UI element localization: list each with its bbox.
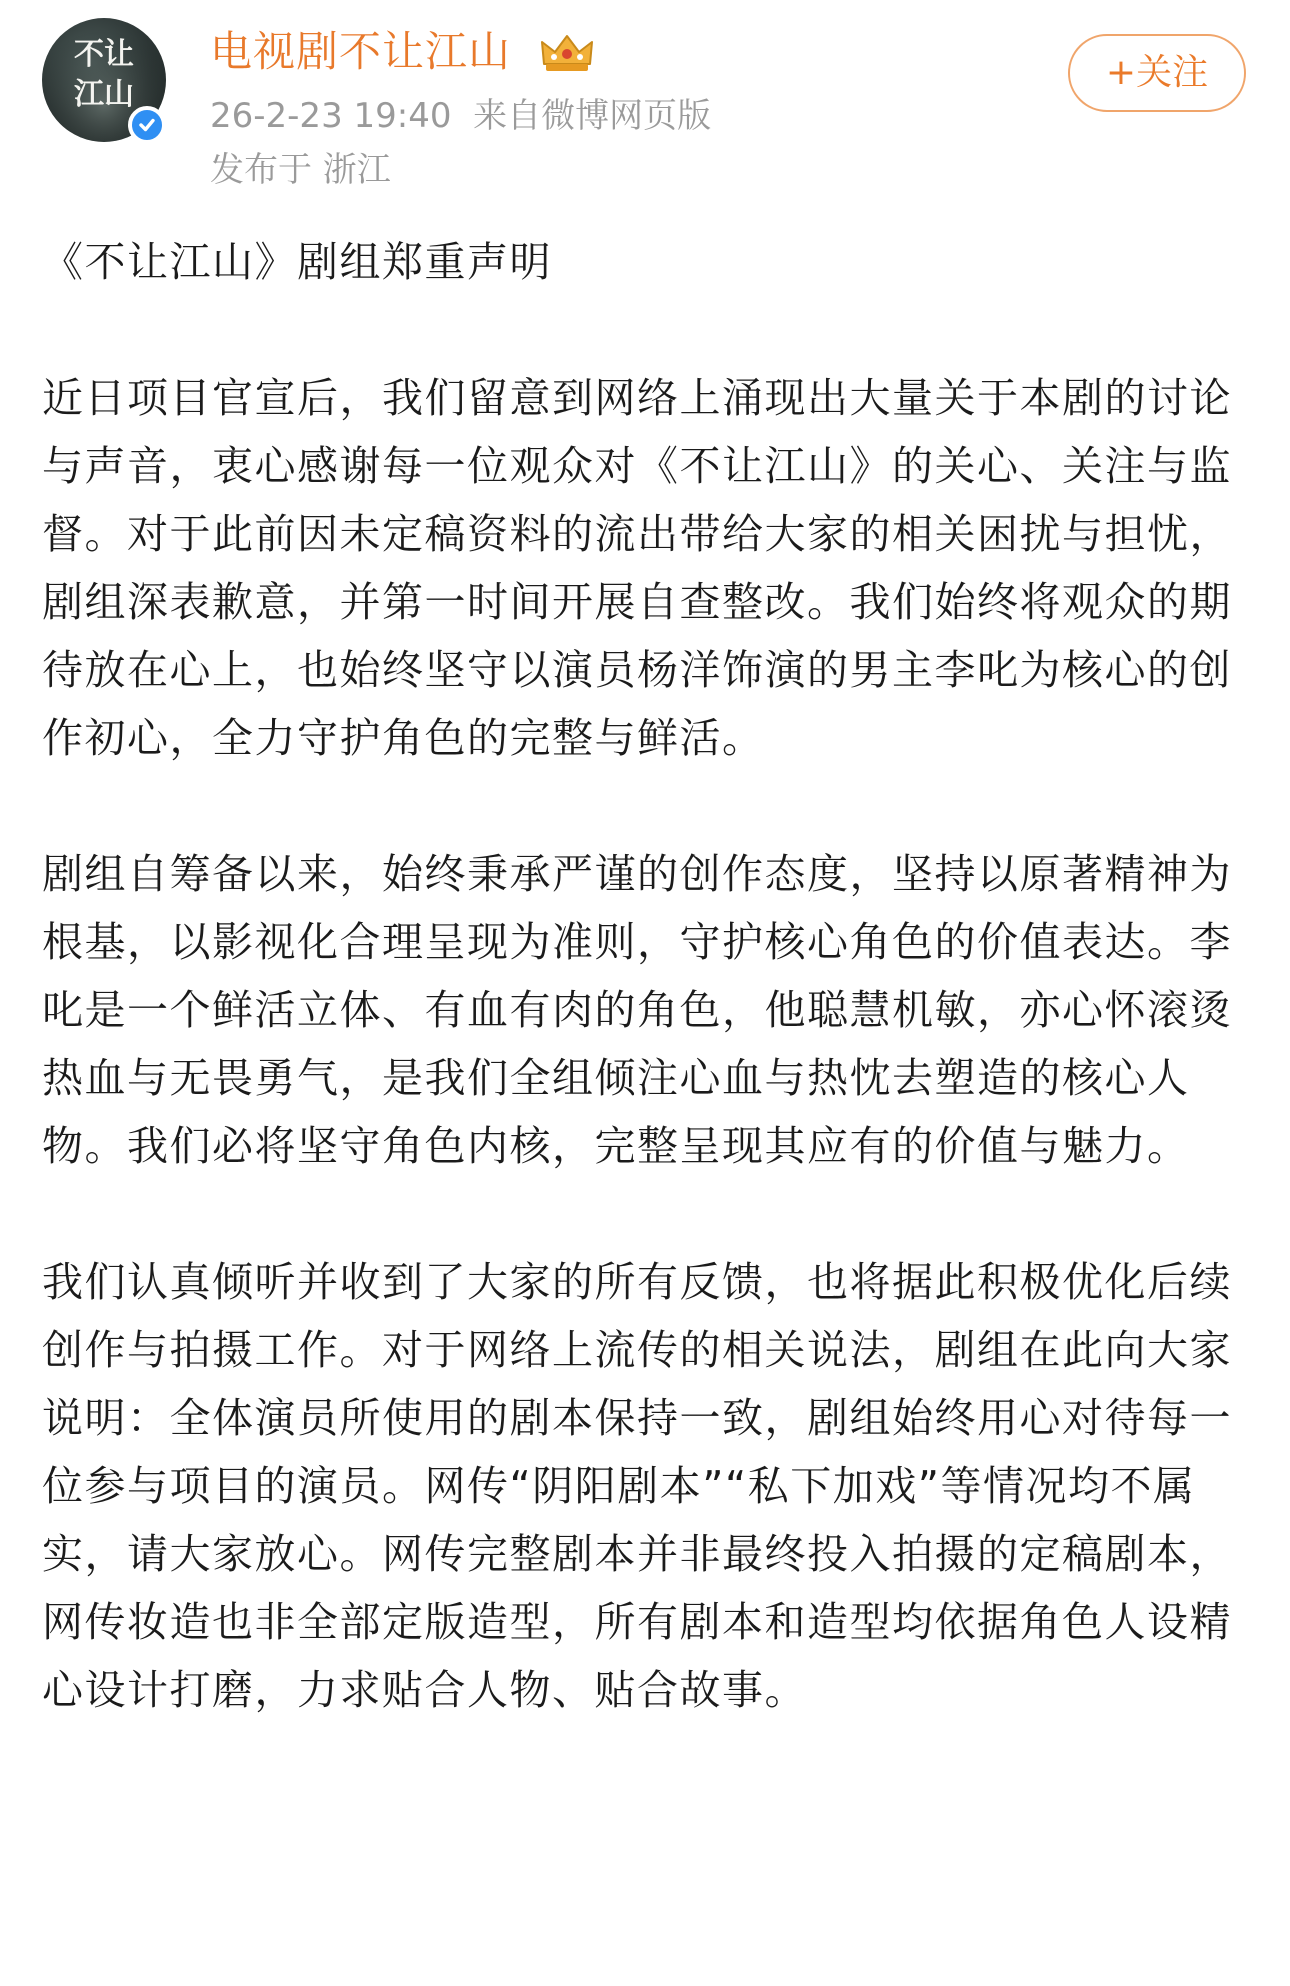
svg-text:不让: 不让 — [74, 37, 134, 72]
crown-icon — [538, 30, 596, 74]
verified-icon — [128, 106, 166, 144]
post-content — [42, 228, 1242, 1724]
post-title: 《不让江山》剧组郑重声明 — [42, 238, 552, 286]
post-source: 来自微博网页版 — [473, 96, 712, 136]
follow-button[interactable]: +关注 — [1068, 34, 1246, 112]
post-meta — [210, 94, 711, 138]
post-paragraph: 近日项目官宣后，我们留意到网络上涌现出大量关于本剧的讨论与声音，衷心感谢每一位观众对《不让江山》的关心、关注与监督。对于此前因未定稿资料的流出带给大家的相关困扰与担忧，剧组深表歉意，并第一时间开展自查整改。我们始终将观众的期待放在心上，也始终坚守以演员杨洋饰演的男主李叱为核心的创作初心，全力守护角色的完整与鲜活。 — [42, 374, 1232, 762]
post-header — [0, 0, 1290, 200]
post-timestamp[interactable]: 26-2-23 19:40 — [210, 96, 452, 136]
post-paragraph: 我们认真倾听并收到了大家的所有反馈，也将据此积极优化后续创作与拍摄工作。对于网络上流传的相关说法，剧组在此向大家说明：全体演员所使用的剧本保持一致，剧组始终用心对待每一位参与项目的演员。网传“阴阳剧本”“私下加戏”等情况均不属实，请大家放心。网传完整剧本并非最终投入拍摄的定稿剧本，网传妆造也非全部定版造型，所有剧本和造型均依据角色人设精心设计打磨，力求贴合人物、贴合故事。 — [42, 1258, 1232, 1714]
username-link[interactable]: 电视剧不让江山 — [210, 27, 512, 76]
post-location: 发布于 浙江 — [210, 150, 391, 190]
svg-text:江山: 江山 — [74, 77, 134, 112]
post-paragraph: 剧组自筹备以来，始终秉承严谨的创作态度，坚持以原著精神为根基，以影视化合理呈现为准则，守护核心角色的价值表达。李叱是一个鲜活立体、有血有肉的角色，他聪慧机敏，亦心怀滚烫热血与无畏勇气，是我们全组倾注心血与热忱去塑造的核心人物。我们必将坚守角色内核，完整呈现其应有的价值与魅力。 — [42, 850, 1232, 1170]
